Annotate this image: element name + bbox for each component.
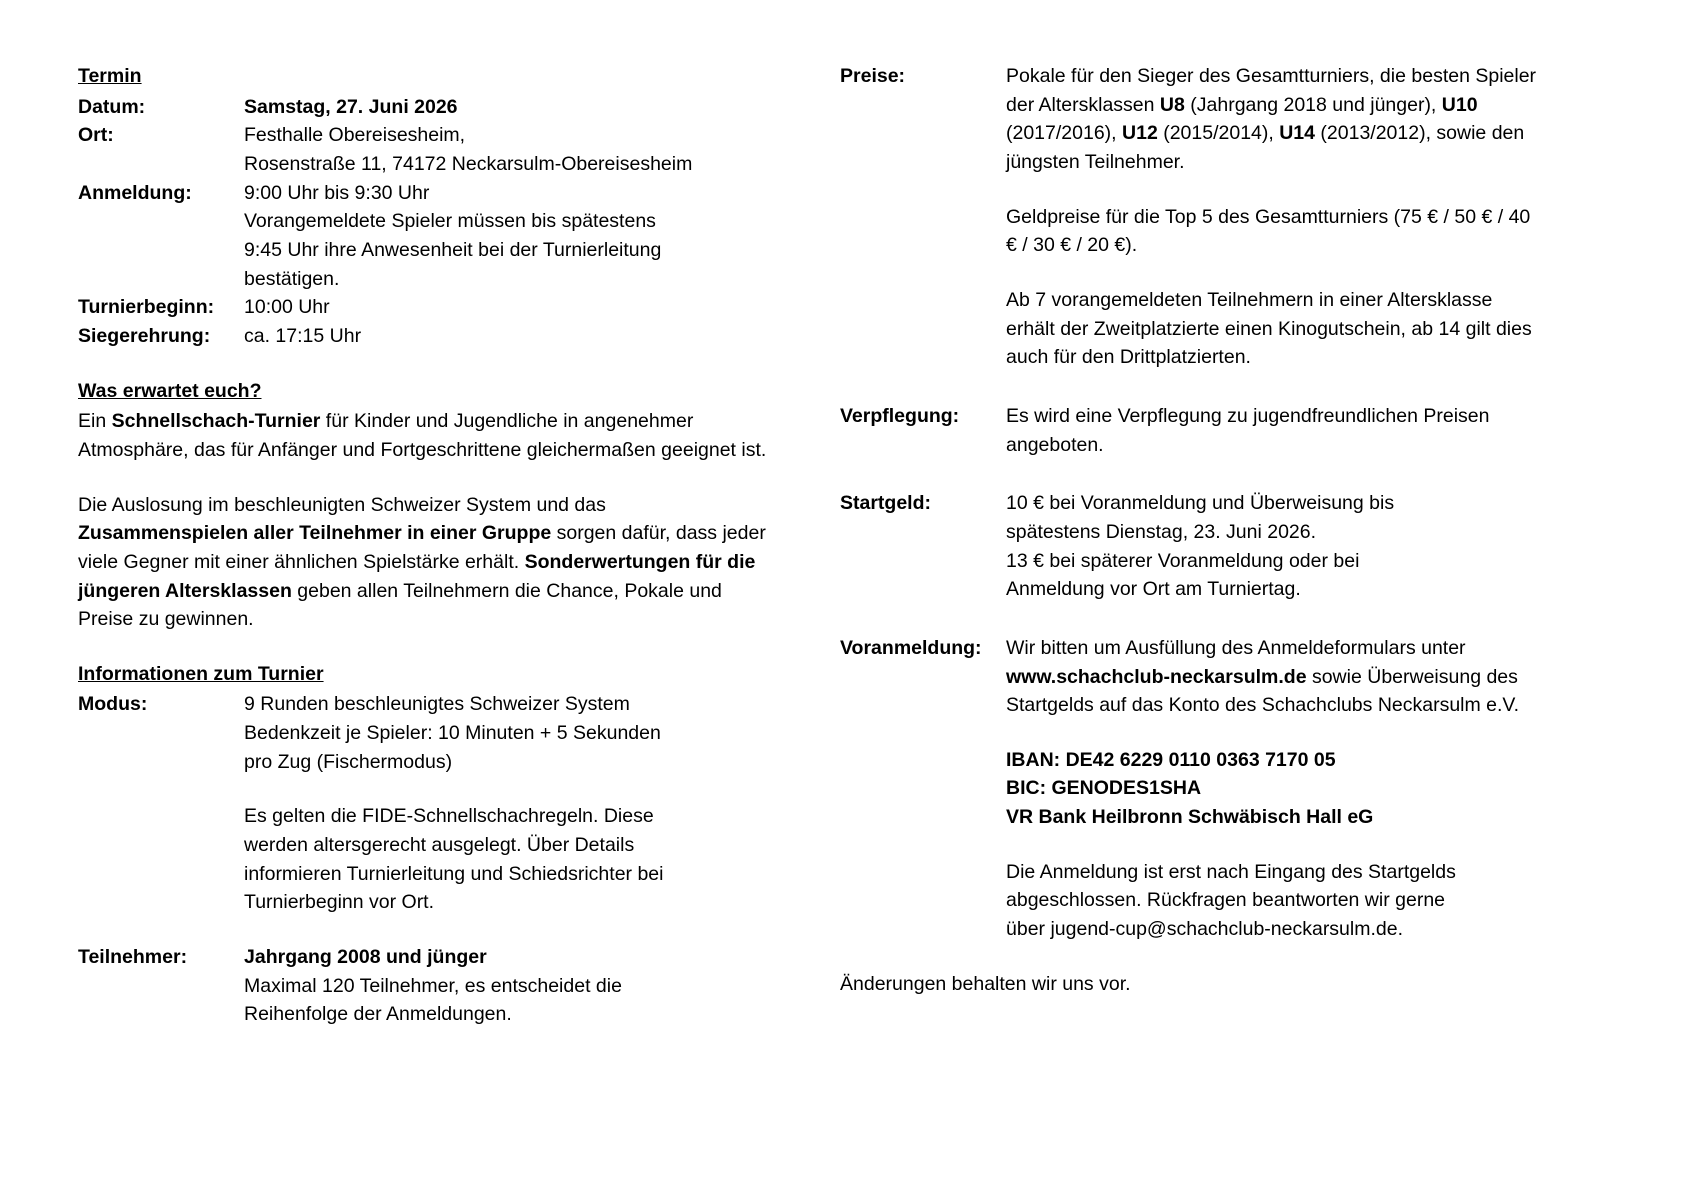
row-anmeldung bbox=[78, 179, 778, 294]
value-anmeldung-line-4: bestätigen. bbox=[244, 267, 340, 290]
auslosung-text-a: Die Auslosung im beschleunigten Schweizer System und das bbox=[78, 493, 606, 516]
value-startgeld-line-4: Anmeldung vor Ort am Turniertag. bbox=[1006, 578, 1301, 601]
auslosung-text-bold-1: Zusammenspielen aller Teilnehmer in einer Gruppe bbox=[78, 522, 552, 545]
preise-class-u10: U10 bbox=[1441, 93, 1478, 116]
value-siegerehrung: ca. 17:15 Uhr bbox=[244, 324, 362, 347]
row-startgeld bbox=[840, 489, 1540, 604]
two-column-layout bbox=[78, 62, 1623, 1029]
bank-iban: IBAN: DE42 6229 0110 0363 7170 05 bbox=[1006, 748, 1336, 771]
heading-informationen-zum-turnier: Informationen zum Turnier bbox=[78, 662, 324, 685]
row-verpflegung bbox=[840, 402, 1540, 459]
value-teilnehmer-line-1: Maximal 120 Teilnehmer, es entscheidet die bbox=[244, 974, 622, 997]
value-ort-line-1: Festhalle Obereisesheim, bbox=[244, 124, 466, 147]
preise-text-b: (Jahrgang 2018 und jünger), bbox=[1184, 93, 1442, 116]
row-modus bbox=[78, 690, 778, 917]
row-turnierbeginn bbox=[78, 293, 778, 322]
heading-termin: Termin bbox=[78, 65, 142, 87]
label-datum: Datum: bbox=[78, 95, 146, 118]
label-turnierbeginn: Turnierbeginn: bbox=[78, 296, 215, 319]
value-modus2-line-3: informieren Turnierleitung und Schiedsrichter bei bbox=[244, 862, 664, 885]
value-modus-line-1: 9 Runden beschleunigtes Schweizer System bbox=[244, 693, 630, 716]
value-anmeldung-line-2: Vorangemeldete Spieler müssen bis spätestens bbox=[244, 210, 656, 233]
preise-text-c: (2017/2016), bbox=[1006, 122, 1123, 145]
voranmeldung-text-b: sowie Überweisung des Startgelds auf das Konto des Schachclubs Neckarsulm e.V. bbox=[1006, 665, 1520, 717]
value-startgeld-line-3: 13 € bei späterer Voranmeldung oder bei bbox=[1006, 549, 1360, 572]
intro-text-bold: Schnellschach-Turnier bbox=[111, 410, 321, 433]
label-startgeld: Startgeld: bbox=[840, 492, 932, 515]
paragraph-voranmeldung bbox=[1006, 634, 1540, 720]
value-datum: Samstag, 27. Juni 2026 bbox=[244, 95, 458, 118]
value-startgeld-line-2: spätestens Dienstag, 23. Juni 2026. bbox=[1006, 520, 1317, 543]
value-modus2-line-1: Es gelten die FIDE-Schnellschachregeln. Diese bbox=[244, 805, 654, 828]
value-modus-line-2: Bedenkzeit je Spieler: 10 Minuten + 5 Sekunden bbox=[244, 722, 661, 745]
value-teilnehmer-jahrgang: Jahrgang 2008 und jünger bbox=[244, 946, 487, 969]
row-voranmeldung bbox=[840, 634, 1540, 944]
label-preise: Preise: bbox=[840, 65, 906, 87]
value-anmeldung-line-1: 9:00 Uhr bis 9:30 Uhr bbox=[244, 181, 430, 204]
auslosung-text-bold-2: Sonderwertungen für die jüngeren Altersklassen bbox=[78, 550, 756, 602]
row-siegerehrung bbox=[78, 322, 778, 351]
preise-class-u12: U12 bbox=[1122, 122, 1158, 145]
value-modus-line-3: pro Zug (Fischermodus) bbox=[244, 750, 453, 773]
row-preise bbox=[840, 62, 1540, 372]
bank-name: VR Bank Heilbronn Schwäbisch Hall eG bbox=[1006, 806, 1374, 829]
paragraph-kinogutschein: Ab 7 vorangemeldeten Teilnehmern in einer Altersklasse erhält der Zweitplatzierte einen Kinogutschein, ab 14 gilt dies auch für den Drittplatzierten. bbox=[1006, 288, 1532, 369]
paragraph-auslosung bbox=[78, 491, 778, 634]
footer-note: Änderungen behalten wir uns vor. bbox=[840, 972, 1131, 995]
closing-line-3: über jugend-cup@schachclub-neckarsulm.de. bbox=[1006, 918, 1404, 941]
row-ort bbox=[78, 121, 778, 178]
value-startgeld-line-1: 10 € bei Voranmeldung und Überweisung bis bbox=[1006, 492, 1395, 515]
preise-class-u14: U14 bbox=[1279, 122, 1315, 145]
value-anmeldung-line-3: 9:45 Uhr ihre Anwesenheit bei der Turnierleitung bbox=[244, 238, 662, 261]
voranmeldung-website[interactable]: www.schachclub-neckarsulm.de bbox=[1006, 665, 1307, 688]
paragraph-intro bbox=[78, 407, 778, 464]
label-anmeldung: Anmeldung: bbox=[78, 181, 192, 204]
intro-text-c: für Kinder und Jugendliche in angenehmer Atmosphäre, das für Anfänger und Fortgeschrittene gleichermaßen geeignet ist. bbox=[78, 410, 767, 461]
value-modus2-line-2: werden altersgerecht ausgelegt. Über Details bbox=[244, 834, 635, 857]
row-datum bbox=[78, 93, 778, 122]
closing-line-2: abgeschlossen. Rückfragen beantworten wir gerne bbox=[1006, 889, 1446, 912]
closing-line-1: Die Anmeldung ist erst nach Eingang des Startgelds bbox=[1006, 860, 1456, 883]
voranmeldung-text-a: Wir bitten um Ausfüllung des Anmeldeformulars unter bbox=[1006, 636, 1466, 659]
label-ort: Ort: bbox=[78, 124, 114, 147]
left-column bbox=[78, 62, 778, 1029]
right-column bbox=[840, 62, 1540, 998]
row-teilnehmer bbox=[78, 943, 778, 1029]
label-teilnehmer: Teilnehmer: bbox=[78, 946, 188, 969]
preise-class-u8: U8 bbox=[1159, 93, 1185, 116]
value-ort-line-2: Rosenstraße 11, 74172 Neckarsulm-Obereisesheim bbox=[244, 152, 693, 175]
intro-text-a: Ein bbox=[78, 410, 112, 433]
paragraph-preise-pokale bbox=[1006, 62, 1540, 177]
preise-text-e: (2013/2012), sowie den jüngsten Teilnehmer. bbox=[1006, 122, 1525, 173]
auslosung-text-c: sorgen dafür, dass jeder viele Gegner mit einer ähnlichen Spielstärke erhält. bbox=[78, 522, 766, 573]
heading-was-erwartet-euch: Was erwartet euch? bbox=[78, 379, 262, 402]
label-siegerehrung: Siegerehrung: bbox=[78, 324, 211, 347]
value-modus2-line-4: Turnierbeginn vor Ort. bbox=[244, 891, 435, 914]
bank-bic: BIC: GENODES1SHA bbox=[1006, 777, 1202, 800]
preise-text-a: Pokale für den Sieger des Gesamtturniers, die besten Spieler der Altersklassen bbox=[1006, 65, 1537, 116]
value-verpflegung: Es wird eine Verpflegung zu jugendfreundlichen Preisen angeboten. bbox=[1006, 404, 1490, 456]
value-turnierbeginn: 10:00 Uhr bbox=[244, 296, 330, 319]
label-verpflegung: Verpflegung: bbox=[840, 404, 960, 427]
paragraph-geldpreise: Geldpreise für die Top 5 des Gesamtturniers (75 € / 50 € / 40 € / 30 € / 20 €). bbox=[1006, 205, 1531, 257]
preise-text-d: (2015/2014), bbox=[1157, 122, 1280, 145]
value-teilnehmer-line-2: Reihenfolge der Anmeldungen. bbox=[244, 1003, 512, 1026]
auslosung-text-e: geben allen Teilnehmern die Chance, Pokale und Preise zu gewinnen. bbox=[78, 579, 722, 631]
label-voranmeldung: Voranmeldung: bbox=[840, 636, 982, 659]
label-modus: Modus: bbox=[78, 693, 148, 716]
